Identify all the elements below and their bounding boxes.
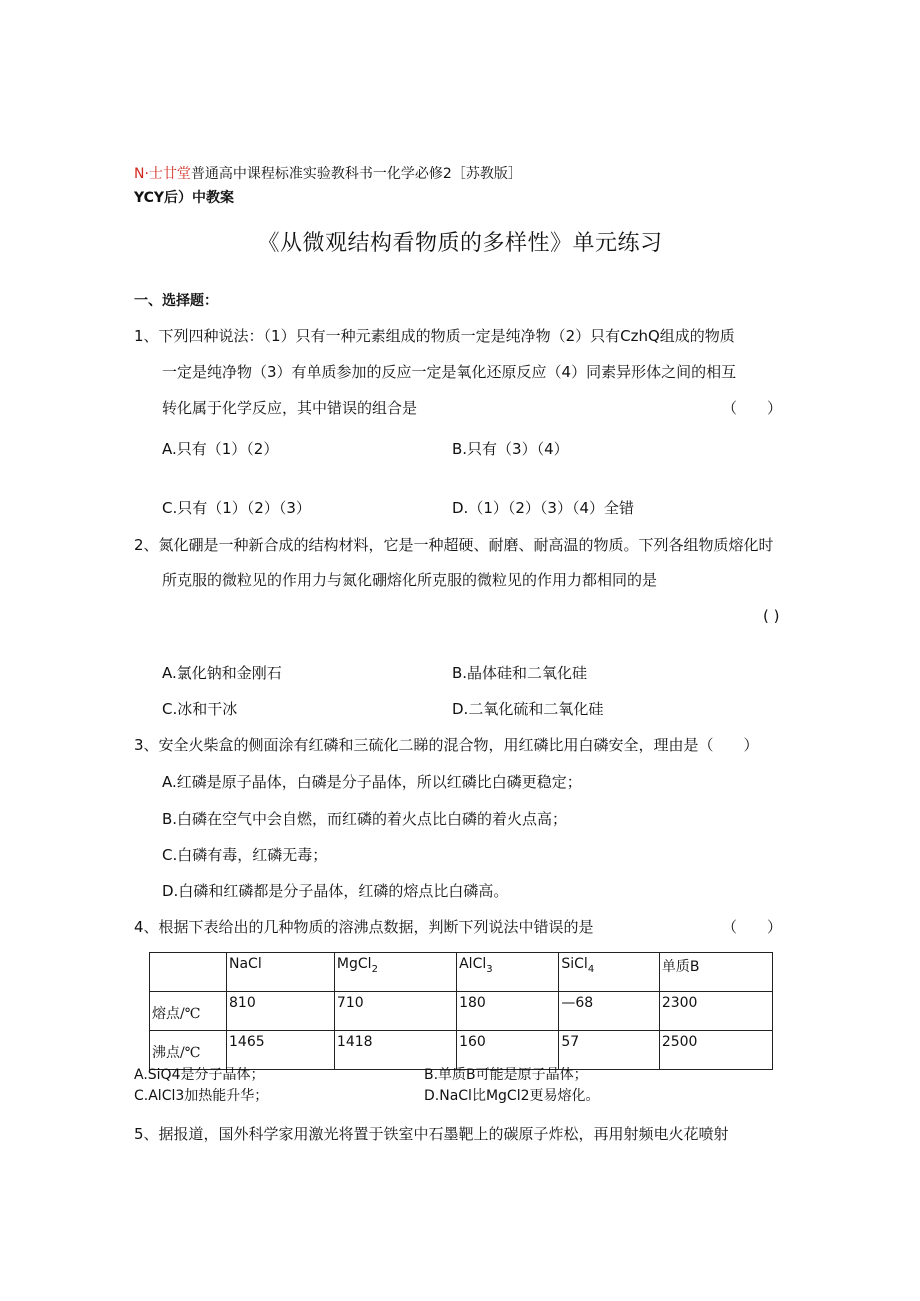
q1-answer-blank: （ ）: [722, 399, 783, 417]
table-cell: 1418: [334, 1031, 456, 1070]
q1-option-d: D.（1）（2）（3）（4）全错: [452, 499, 634, 517]
table-col-header: SiCl$_4$: [559, 953, 659, 992]
q4-option-a: A.SiQ4是分子晶体；: [134, 1067, 265, 1083]
q4-stem-line1: 4、根据下表给出的几种物质的溶沸点数据，判断下列说法中错误的是: [134, 918, 594, 936]
q3-option-a: A.红磷是原子晶体，白磷是分子晶体，所以红磷比白磷更稳定；: [162, 773, 582, 791]
q1-stem-line3: 转化属于化学反应，其中错误的组合是: [162, 399, 418, 417]
q1-stem-line1: 1、下列四种说法：（1）只有一种元素组成的物质一定是纯净物（2）只有CzhQ组成的物质: [134, 327, 735, 345]
table-row: [150, 992, 773, 1031]
table-col-header: MgCl$_2$: [334, 953, 456, 992]
table-cell: 57: [559, 1031, 659, 1070]
q3-option-c: C.白磷有毒，红磷无毒；: [162, 846, 328, 864]
q2-answer-blank: ( ): [763, 607, 780, 625]
table-cell: 2300: [659, 992, 772, 1031]
table-cell: 810: [227, 992, 335, 1031]
section-heading: 一、选择题：: [134, 293, 218, 309]
book-title: 普通高中课程标准实验教科书一化学必修2［苏教版］: [190, 166, 522, 182]
q1-option-c: C.只有（1）（2）（3）: [162, 499, 311, 517]
q1-stem-line2: 一定是纯净物（3）有单质参加的反应一定是氧化还原反应（4）同素异形体之间的相互: [162, 363, 737, 381]
q4-option-d: D.NaCl比MgCl2更易熔化。: [424, 1088, 600, 1104]
q3-stem-line1: 3、安全火柴盒的侧面涂有红磷和三硫化二睇的混合物，用红磷比用白磷安全，理由是（ ）: [134, 736, 759, 754]
row-header-melting: 熔点/℃: [150, 992, 227, 1031]
page-title: 《从微观结构看物质的多样性》单元练习: [257, 231, 663, 256]
table-col-header: 单质B: [659, 953, 772, 992]
q2-stem-line2: 所克服的微粒见的作用力与氮化硼熔化所克服的微粒见的作用力都相同的是: [162, 571, 658, 589]
table-cell: 2500: [659, 1031, 772, 1070]
publisher-mark: N·士廿堂: [134, 166, 191, 182]
book-header: [134, 163, 522, 183]
table-col-header: AlCl$_3$: [457, 953, 559, 992]
table-cell: 710: [334, 992, 456, 1031]
properties-table: [149, 952, 773, 1070]
q3-option-b: B.白磷在空气中会自燃，而红磷的着火点比白磷的着火点高；: [162, 810, 568, 828]
doc-type-label: YCY后）中教案: [134, 190, 235, 206]
table-header-row: [150, 953, 773, 992]
table-cell: 1465: [227, 1031, 335, 1070]
q2-option-d: D.二氧化硫和二氧化硅: [452, 700, 604, 718]
q3-option-d: D.白磷和红磷都是分子晶体，红磷的熔点比白磷高。: [162, 882, 509, 900]
table-cell: 160: [457, 1031, 559, 1070]
table-corner-cell: [150, 953, 227, 992]
q2-option-c: C.冰和干冰: [162, 700, 238, 718]
table-cell: —68: [559, 992, 659, 1031]
q4-option-c: C.AlCl3加热能升华；: [134, 1088, 269, 1104]
table-cell: 180: [457, 992, 559, 1031]
row-header-boiling: 沸点/℃: [150, 1031, 227, 1070]
q1-option-a: A.只有（1）（2）: [162, 440, 279, 458]
q4-option-b: B.单质B可能是原子晶体；: [424, 1067, 588, 1083]
q2-option-a: A.氯化钠和金刚石: [162, 664, 282, 682]
q5-stem-line1: 5、据报道，国外科学家用激光将置于铁室中石墨靶上的碳原子炸松，再用射频电火花喷射: [134, 1125, 729, 1143]
q2-option-b: B.晶体硅和二氧化硅: [452, 664, 588, 682]
q4-answer-blank: （ ）: [722, 918, 783, 936]
table-col-header: NaCl: [227, 953, 335, 992]
q2-stem-line1: 2、氮化硼是一种新合成的结构材料，它是一种超硬、耐磨、耐高温的物质。下列各组物质熔化时: [134, 536, 774, 554]
q1-option-b: B.只有（3）（4）: [452, 440, 569, 458]
